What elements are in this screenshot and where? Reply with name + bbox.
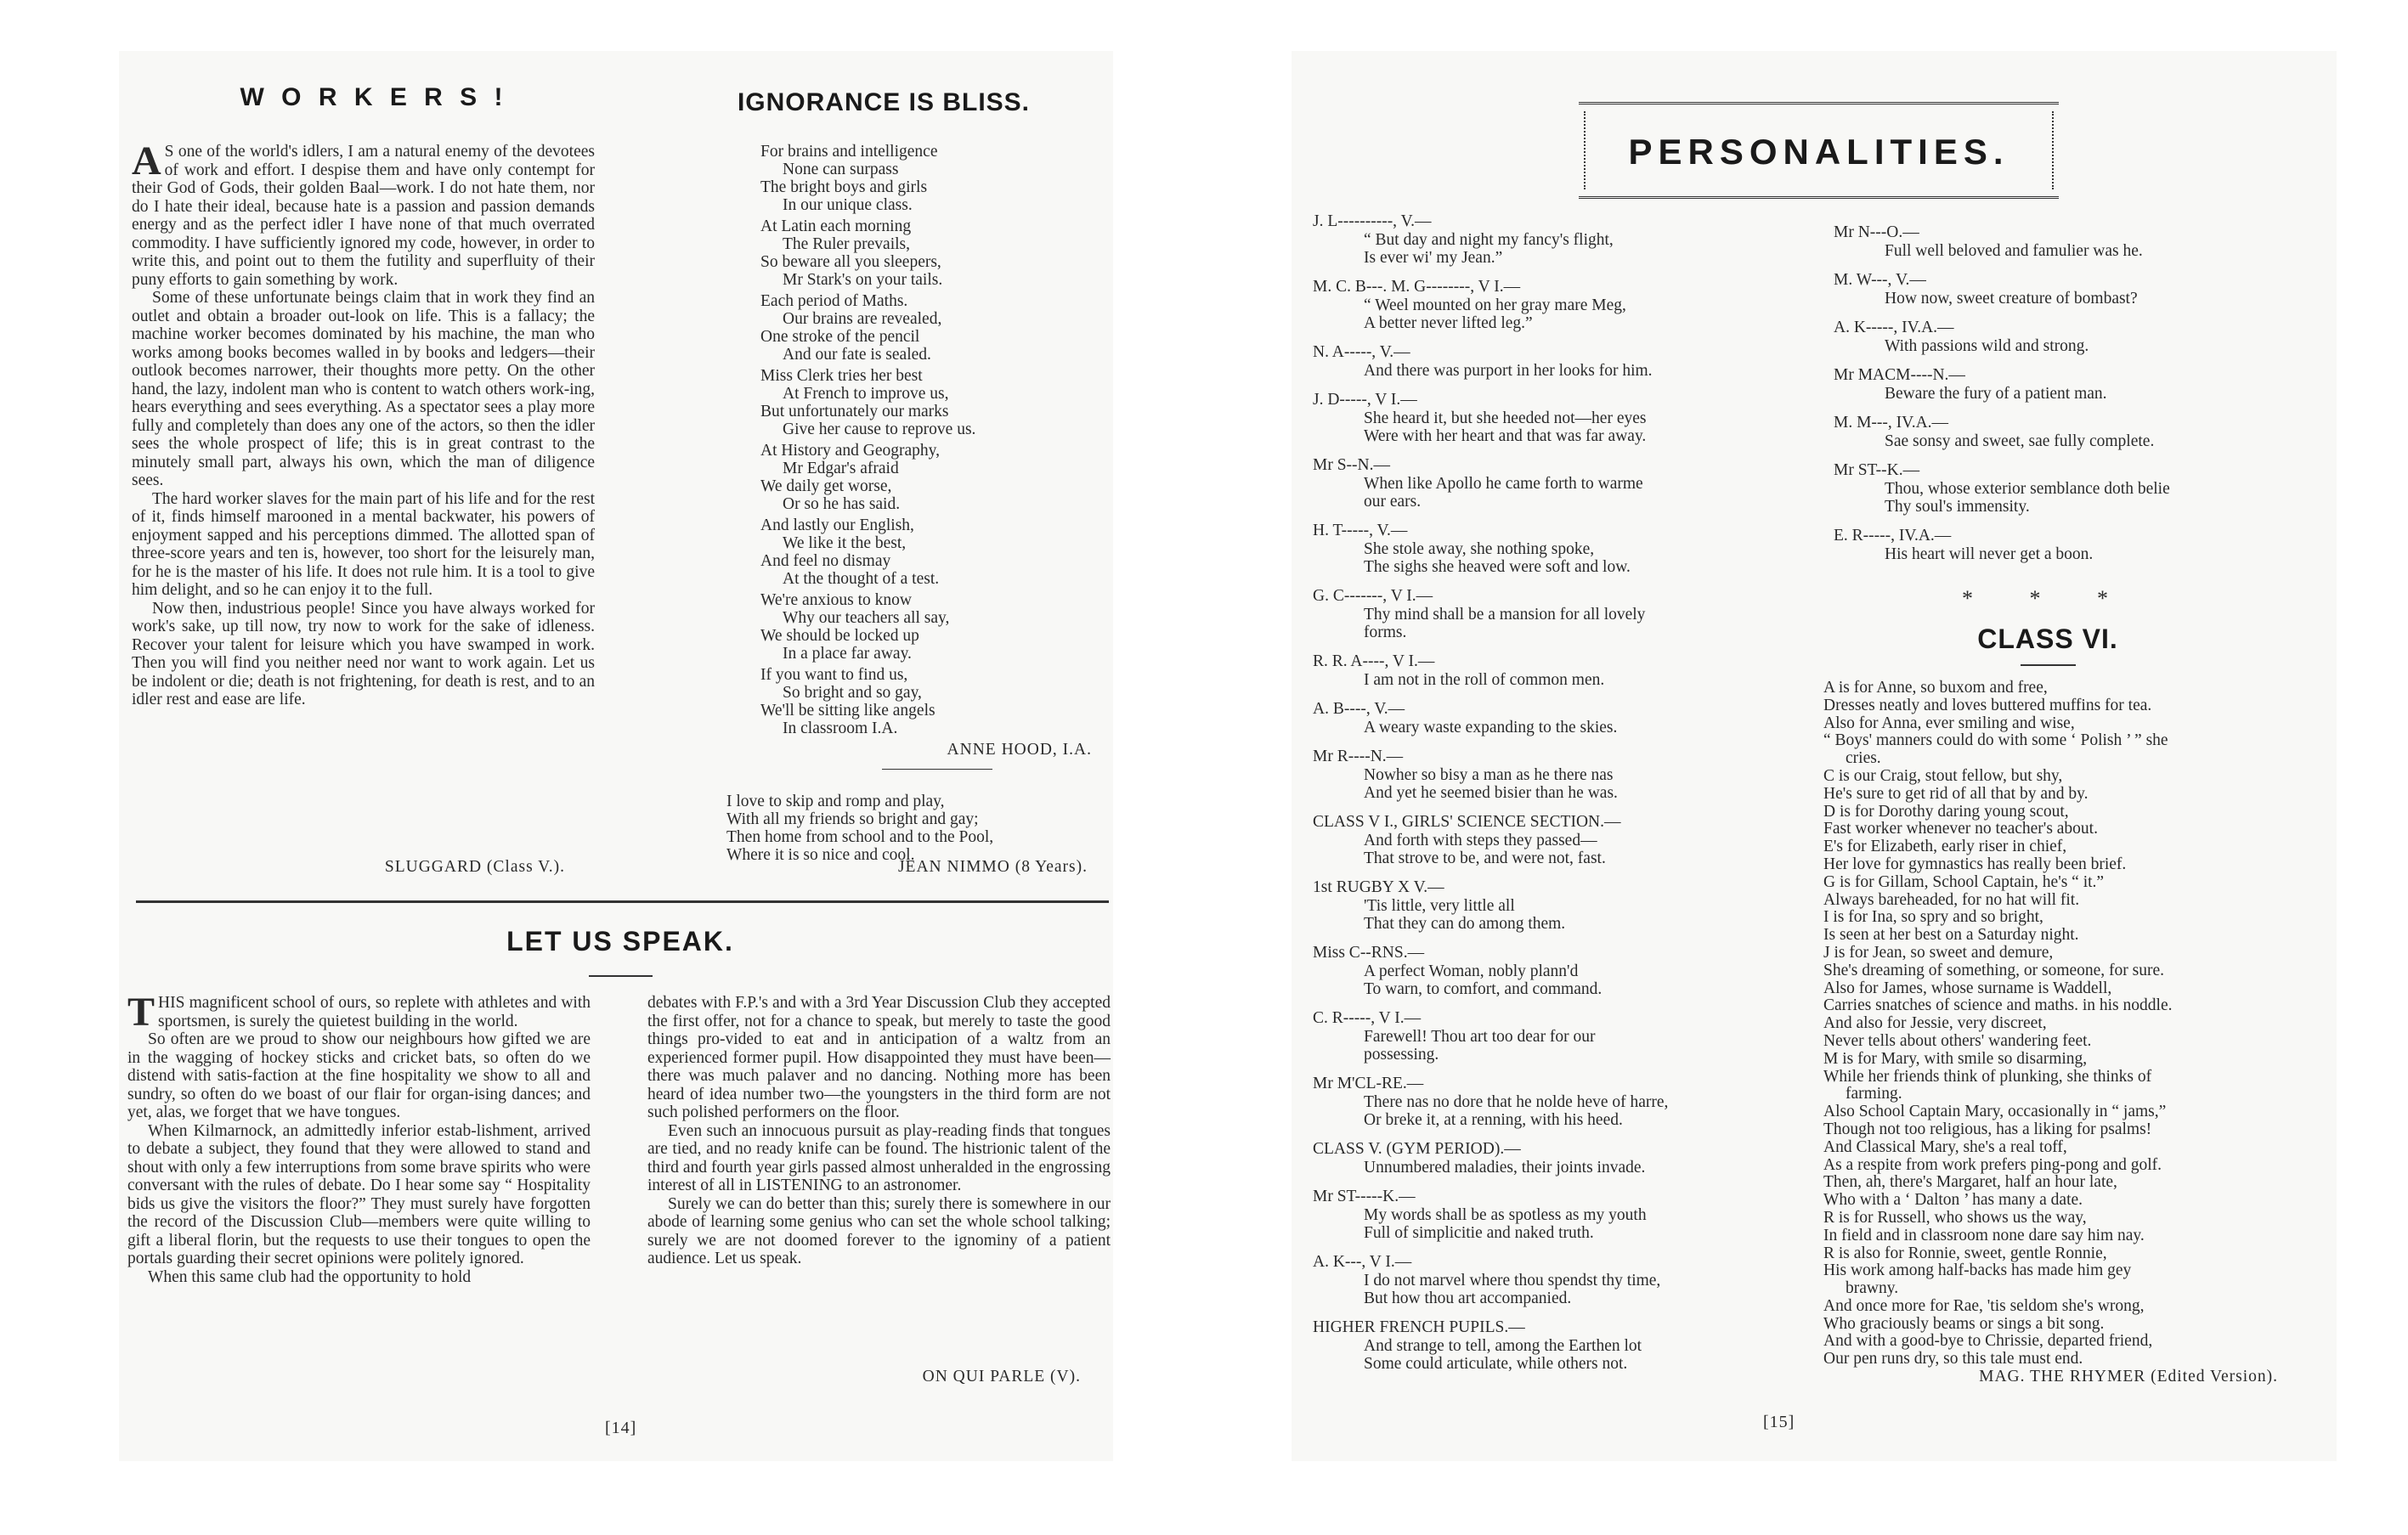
page-number-left: [14] bbox=[605, 1419, 637, 1437]
paragraph bbox=[127, 990, 591, 1035]
quote-line: Thy soul's immensity. bbox=[1885, 498, 2030, 516]
poem-line: We should be locked up bbox=[760, 627, 919, 645]
personality-name: Mr N---O.— bbox=[1834, 223, 1919, 241]
quote-line: forms. bbox=[1364, 624, 1407, 641]
poem-line: The Ruler prevails, bbox=[783, 235, 910, 253]
personality-name: N. A-----, V.— bbox=[1313, 343, 1410, 361]
personality-quote bbox=[1313, 296, 1793, 332]
poem-line: So beware all you sleepers, bbox=[760, 253, 941, 271]
paragraph: debates with F.P.'s and with a 3rd Year Discussion Club they accepted the first offer, not for a chance to speak, but merely to taste the good things pro-vided to eat and in anticipation of a waltz from an experienced former pupil. How disappointed they must have been—there was much palaver and no dancing. Nothing more has been heard of idea number two—the youngsters in the third form are not such polished performers on the floor. bbox=[647, 994, 1111, 1121]
personality-quote bbox=[1313, 1159, 1793, 1177]
stanza bbox=[760, 367, 1083, 438]
personality-quote bbox=[1834, 290, 2275, 308]
stanza bbox=[760, 666, 1083, 737]
class-vi-signature: MAG. THE RHYMER (Edited Version). bbox=[1979, 1368, 2278, 1385]
poem-line: J is for Jean, so sweet and demure, bbox=[1823, 943, 2054, 962]
personality-name: Mr ST--K.— bbox=[1834, 461, 1920, 479]
personality-entry bbox=[1313, 652, 1793, 689]
personality-quote bbox=[1313, 231, 1793, 267]
poem-line: R is also for Ronnie, sweet, gentle Ronnie, bbox=[1823, 1244, 2107, 1262]
personality-name: 1st RUGBY X V.— bbox=[1313, 878, 1444, 896]
personality-entry bbox=[1834, 319, 2275, 355]
quote-line: Nowher so bisy a man as he there nas bbox=[1364, 766, 1614, 784]
poem-line: Where it is so nice and cool. bbox=[726, 846, 915, 864]
personality-name: A. B----, V.— bbox=[1313, 700, 1405, 718]
class-vi-poem bbox=[1823, 680, 2299, 1369]
quote-line: Sae sonsy and sweet, sae fully complete. bbox=[1885, 432, 2155, 450]
speak-signature: ON QUI PARLE (V). bbox=[922, 1368, 1081, 1385]
poem-line: With all my friends so bright and gay; bbox=[726, 810, 979, 828]
poem-line: We like it the best, bbox=[783, 534, 907, 552]
quote-line: The sighs she heaved were soft and low. bbox=[1364, 558, 1631, 576]
personality-name: J. L----------, V.— bbox=[1313, 212, 1432, 230]
personality-entry bbox=[1834, 527, 2275, 563]
personality-quote bbox=[1313, 1206, 1793, 1242]
poem-line: At French to improve us, bbox=[783, 385, 949, 403]
personality-quote bbox=[1834, 337, 2275, 355]
quote-line: Full of simplicitie and naked truth. bbox=[1364, 1224, 1594, 1242]
quote-line: A better never lifted leg.” bbox=[1364, 314, 1533, 332]
quote-line: Full well beloved and famulier was he. bbox=[1885, 242, 2143, 260]
drop-cap: A bbox=[132, 138, 161, 183]
poem-line: Miss Clerk tries her best bbox=[760, 367, 923, 385]
section-divider bbox=[136, 900, 1109, 903]
poem-line: E's for Elizabeth, early riser in chief, bbox=[1823, 838, 2067, 856]
poem-line: And with a good-bye to Chrissie, departed friend, bbox=[1823, 1332, 2153, 1351]
poem-line: Dresses neatly and loves buttered muffins for tea. bbox=[1823, 696, 2152, 714]
quote-line: And there was purport in her looks for him. bbox=[1364, 362, 1653, 380]
stanza bbox=[760, 591, 1083, 663]
poem-line: But unfortunately our marks bbox=[760, 403, 949, 420]
personality-name: Mr M'CL-RE.— bbox=[1313, 1075, 1424, 1092]
personalities-column-2 bbox=[1834, 223, 2275, 574]
quote-line: Some could articulate, while others not. bbox=[1364, 1355, 1628, 1373]
personality-entry bbox=[1313, 1188, 1793, 1242]
poem-line: At History and Geography, bbox=[760, 442, 941, 460]
personality-entry bbox=[1313, 343, 1793, 380]
quote-line: And forth with steps they passed— bbox=[1364, 832, 1597, 849]
speak-title-rule bbox=[589, 975, 653, 977]
quote-line: That strove to be, and were not, fast. bbox=[1364, 849, 1606, 867]
poem-line: cries. bbox=[1846, 749, 1881, 768]
poem-line: He's sure to get rid of all that by and by. bbox=[1823, 784, 2089, 803]
poem-line: Also for Anna, ever smiling and wise, bbox=[1823, 714, 2075, 732]
poem-line: In classroom I.A. bbox=[783, 720, 898, 737]
personality-name: CLASS V I., GIRLS' SCIENCE SECTION.— bbox=[1313, 813, 1621, 831]
poem-line: And feel no dismay bbox=[760, 552, 891, 570]
class-vi-title-rule bbox=[2021, 664, 2076, 666]
personality-name: J. D-----, V I.— bbox=[1313, 391, 1417, 409]
quote-line: Thy mind shall be a mansion for all lovely bbox=[1364, 606, 1646, 624]
poem-line: Is seen at her best on a Saturday night. bbox=[1823, 926, 2079, 945]
stanza bbox=[760, 516, 1083, 588]
personality-quote bbox=[1834, 385, 2275, 403]
poem-line: We'll be sitting like angels bbox=[760, 702, 936, 720]
stanza bbox=[760, 292, 1083, 364]
personality-entry bbox=[1834, 223, 2275, 260]
poem-line: In a place far away. bbox=[783, 645, 912, 663]
poem-line: At Latin each morning bbox=[760, 217, 912, 235]
quote-line: Is ever wi' my Jean.” bbox=[1364, 249, 1503, 267]
workers-title: W O R K E R S ! bbox=[240, 83, 508, 111]
poem-line: One stroke of the pencil bbox=[760, 328, 920, 346]
quote-line: She stole away, she nothing spoke, bbox=[1364, 540, 1595, 558]
poem-line: She's dreaming of something, or someone, for sure. bbox=[1823, 961, 2165, 979]
paragraph bbox=[132, 138, 595, 289]
poem-line: Fast worker whenever no teacher's about. bbox=[1823, 820, 2098, 838]
speak-title: LET US SPEAK. bbox=[506, 926, 734, 957]
personality-entry bbox=[1313, 391, 1793, 445]
quote-line: A perfect Woman, nobly plann'd bbox=[1364, 962, 1579, 980]
poem-line: If you want to find us, bbox=[760, 666, 908, 684]
workers-signature: SLUGGARD (Class V.). bbox=[384, 858, 565, 876]
poem-line: Our pen runs dry, so this tale must end. bbox=[1823, 1350, 2083, 1369]
class-vi-title: CLASS VI. bbox=[1977, 624, 2118, 654]
quote-line: His heart will never get a boon. bbox=[1885, 545, 2094, 563]
personality-quote bbox=[1313, 897, 1793, 933]
stanza bbox=[760, 217, 1083, 289]
poem-line: In field and in classroom none dare say him nay. bbox=[1823, 1226, 2145, 1244]
quote-line: Or breke it, at a renning, with his heed. bbox=[1364, 1111, 1623, 1129]
poem-line: So bright and so gay, bbox=[783, 684, 922, 702]
personality-entry bbox=[1313, 700, 1793, 736]
poem-line: And once more for Rae, 'tis seldom she's wrong, bbox=[1823, 1296, 2145, 1315]
poem-line: Why our teachers all say, bbox=[783, 609, 950, 627]
poem-line: And Classical Mary, she's a real toff, bbox=[1823, 1137, 2067, 1156]
quote-line: But how thou art accompanied. bbox=[1364, 1290, 1572, 1307]
personality-name: E. R-----, IV.A.— bbox=[1834, 527, 1952, 545]
personality-name: Mr MACM----N.— bbox=[1834, 366, 1965, 384]
drop-cap: T bbox=[127, 990, 155, 1035]
poem-line: farming. bbox=[1846, 1085, 1902, 1103]
poem-line: Always bareheaded, for no hat will fit. bbox=[1823, 890, 2080, 909]
speak-column-2 bbox=[647, 994, 1111, 1268]
quote-line: Were with her heart and that was far away. bbox=[1364, 427, 1647, 445]
personality-quote bbox=[1313, 1272, 1793, 1307]
paragraph: When this same club had the opportunity to hold bbox=[148, 1267, 472, 1286]
personality-entry bbox=[1313, 1253, 1793, 1307]
poem-line: Carries snatches of science and maths. in his noddle. bbox=[1823, 996, 2173, 1015]
personality-entry bbox=[1313, 456, 1793, 511]
poem-line: None can surpass bbox=[783, 161, 899, 178]
quote-line: A weary waste expanding to the skies. bbox=[1364, 719, 1618, 736]
personality-name: A. K-----, IV.A.— bbox=[1834, 319, 1954, 336]
stanza bbox=[760, 442, 1083, 513]
personality-name: R. R. A----, V I.— bbox=[1313, 652, 1435, 670]
workers-article bbox=[132, 138, 595, 709]
poem-line: I is for Ina, so spry and so bright, bbox=[1823, 908, 2043, 927]
personality-entry bbox=[1313, 748, 1793, 802]
speak-column-1 bbox=[127, 990, 591, 1286]
poem-line: At the thought of a test. bbox=[783, 570, 940, 588]
personality-quote bbox=[1313, 832, 1793, 867]
quote-line: Thou, whose exterior semblance doth belie bbox=[1885, 480, 2170, 498]
personality-entry bbox=[1313, 813, 1793, 867]
quote-line: And yet he seemed bisier than he was. bbox=[1364, 784, 1618, 802]
personality-entry bbox=[1313, 1009, 1793, 1064]
poem-line: Never tells about others' wandering feet. bbox=[1823, 1031, 2092, 1050]
quote-line: our ears. bbox=[1364, 493, 1422, 511]
poem-line: Each period of Maths. bbox=[760, 292, 908, 310]
quote-line: Beware the fury of a patient man. bbox=[1885, 385, 2107, 403]
poem-line: Who with a ‘ Dalton ’ has many a date. bbox=[1823, 1191, 2083, 1210]
personality-quote bbox=[1313, 1028, 1793, 1064]
paragraph: So often are we proud to show our neighbours how gifted we are in the wagging of hockey sticks and cricket bats, so often do we distend with satis-faction at the fine hospitality we show to all and sundry, so often do we boast of our flair for organ-ising dances; and yet, alas, we forget that we have tongues. bbox=[127, 1030, 591, 1121]
personality-quote bbox=[1313, 1337, 1793, 1373]
quote-line: “ But day and night my fancy's flight, bbox=[1364, 231, 1614, 249]
poem-line: As a respite from work prefers ping-pong and golf. bbox=[1823, 1155, 2162, 1174]
ignorance-poem bbox=[760, 143, 1083, 741]
quote-line: possessing. bbox=[1364, 1046, 1439, 1064]
personality-quote bbox=[1834, 432, 2275, 450]
personality-entry bbox=[1313, 278, 1793, 332]
skip-poem bbox=[726, 793, 1083, 864]
quote-line: She heard it, but she heeded not—her eyes bbox=[1364, 409, 1647, 427]
poem-line: Or so he has said. bbox=[783, 495, 901, 513]
paragraph: Some of these unfortunate beings claim that in work they find an outlet and obtain a broader out-look on life. This is a fallacy; the machine worker becomes dominated by his machine, the man who works among books becomes walled in by books and ledgers—their outlook becomes narrower, their thoughts more petty. On the other hand, the lazy, indolent man who is content to watch others work-ing, hears everything and sees everything. As a spectator sees a play more fully and completely than does any one of the actors, so then the idler sees the whole prospect of life; this is in great contrast to the minutely small part, always his own, which the man of diligence sees. bbox=[132, 289, 595, 489]
poem-line: “ Boys' manners could do with some ‘ Polish ’ ” she bbox=[1823, 731, 2168, 750]
poem-line: While her friends think of plunking, she thinks of bbox=[1823, 1067, 2152, 1086]
paragraph-text: HIS magnificent school of ours, so replete with athletes and with sportsmen, is surely the quietest building in the world. bbox=[158, 994, 591, 1030]
paragraph: Surely we can do better than this; surely there is somewhere in our abode of learning some genius who can set the whole school talking; surely we are not doomed forever to the ignominy of a patient audience. Let us speak. bbox=[647, 1194, 1111, 1267]
personality-entry bbox=[1313, 1075, 1793, 1129]
poem-line: His work among half-backs has made him gey bbox=[1823, 1261, 2132, 1280]
personalities-column-1 bbox=[1313, 212, 1793, 1384]
personality-entry bbox=[1313, 587, 1793, 641]
personality-entry bbox=[1834, 271, 2275, 308]
personality-name: HIGHER FRENCH PUPILS.— bbox=[1313, 1318, 1525, 1336]
poem-line: Her love for gymnastics has really been brief. bbox=[1823, 855, 2127, 873]
personality-name: Mr R----N.— bbox=[1313, 748, 1404, 765]
personality-quote bbox=[1313, 362, 1793, 380]
page-number-right: [15] bbox=[1763, 1413, 1795, 1431]
poem-line: R is for Russell, who shows us the way, bbox=[1823, 1208, 2087, 1227]
quote-line: That they can do among them. bbox=[1364, 915, 1566, 933]
personality-name: M. M---, IV.A.— bbox=[1834, 414, 1949, 432]
stanza bbox=[760, 143, 1083, 214]
ignorance-signature: ANNE HOOD, I.A. bbox=[947, 741, 1092, 759]
personality-entry bbox=[1313, 212, 1793, 267]
personality-entry bbox=[1834, 366, 2275, 403]
personality-name: M. C. B---. M. G--------, V I.— bbox=[1313, 278, 1521, 296]
personality-name: M. W---, V.— bbox=[1834, 271, 1926, 289]
personality-entry bbox=[1834, 461, 2275, 516]
poem-line: For brains and intelligence bbox=[760, 143, 938, 161]
poem-line: D is for Dorothy daring young scout, bbox=[1823, 802, 2069, 821]
personality-name: G. C-------, V I.— bbox=[1313, 587, 1433, 605]
poem-line: Give her cause to reprove us. bbox=[783, 420, 976, 438]
poem-line: We daily get worse, bbox=[760, 477, 892, 495]
quote-line: When like Apollo he came forth to warme bbox=[1364, 475, 1643, 493]
poem-line: And our fate is sealed. bbox=[783, 346, 931, 364]
quote-line: To warn, to comfort, and command. bbox=[1364, 980, 1603, 998]
quote-line: And strange to tell, among the Earthen lot bbox=[1364, 1337, 1642, 1355]
quote-line: Unnumbered maladies, their joints invade. bbox=[1364, 1159, 1646, 1177]
personality-name: Miss C--RNS.— bbox=[1313, 944, 1425, 962]
personality-quote bbox=[1313, 540, 1793, 576]
quote-line: How now, sweet creature of bombast? bbox=[1885, 290, 2138, 308]
poem-line: Mr Edgar's afraid bbox=[783, 460, 899, 477]
paragraph-text: S one of the world's idlers, I am a natural enemy of the devotees of work and effort. I despise them and have only contempt for their God of Gods, their golden Baal—work. I do not hate them, nor do I hate their ideal, because hate is a passion and passion demands energy and as the perfect idler I have none of that much overrated commodity. I have sufficiently ignored my code, however, in order to write this, and point out to them the futility and superfluity of their puny efforts to gain something by work. bbox=[132, 143, 595, 289]
personality-quote bbox=[1313, 766, 1793, 802]
paragraph: Now then, industrious people! Since you have always worked for work's sake, up till now, try now to work for the sake of idleness. Recover your talent for leisure which you have swamped in work. Then you will find you neither need nor want to work again. Let us be indolent or die; death is not frightening, for death is rest, and to an idler rest and ease are life. bbox=[132, 599, 595, 708]
poem-line: We're anxious to know bbox=[760, 591, 912, 609]
personality-quote bbox=[1834, 545, 2275, 563]
poem-line: C is our Craig, stout fellow, but shy, bbox=[1823, 766, 2063, 785]
poem-divider bbox=[882, 769, 992, 770]
quote-line: With passions wild and strong. bbox=[1885, 337, 2089, 355]
poem-line: Who graciously beams or sings a bit song. bbox=[1823, 1314, 2105, 1333]
paragraph: Even such an innocuous pursuit as play-reading finds that tongues are tied, and no ready knife can be found. The histrionic talent of the third and fourth year girls passed almost unheralded in the engrossing interest of all in LISTENING to an astronomer. bbox=[647, 1121, 1111, 1194]
quote-line: My words shall be as spotless as my youth bbox=[1364, 1206, 1647, 1224]
personality-entry bbox=[1834, 414, 2275, 450]
personality-name: C. R-----, V I.— bbox=[1313, 1009, 1422, 1027]
poem-line: The bright boys and girls bbox=[760, 178, 928, 196]
section-stars: * * * bbox=[1962, 586, 2134, 611]
personality-quote bbox=[1313, 409, 1793, 445]
personality-quote bbox=[1834, 242, 2275, 260]
paragraph: When Kilmarnock, an admittedly inferior estab-lishment, arrived to debate a subject, they found that they were allowed to stand and shout with only a few interruptions from some brave spirits who were conversant with the rules of debate. Do I hear some say “ Hospitality bids us give the visitors the floor?” They must surely have forgotten the record of the Discussion Club—members were quite willing to gift a liberal florin, but the requests to use their tongues to open the portals guarding their secret opinions were politely ignored. bbox=[127, 1121, 591, 1267]
paragraph: The hard worker slaves for the main part of his life and for the rest of it, finds himself marooned in a mental backwater, his powers of enjoyment sapped and his perceptions dimmed. The allotted span of three-score years and ten is, however, too short for the leisurely man, for he is the master of his life. It does not rule him. It is a tool to give him delight, and so he can enjoy it to the full. bbox=[132, 489, 595, 599]
poem-line: Also for James, whose surname is Waddell, bbox=[1823, 979, 2112, 997]
poem-line: brawny. bbox=[1846, 1279, 1899, 1298]
personality-name: Mr S--N.— bbox=[1313, 456, 1390, 474]
poem-line: Then, ah, there's Margaret, half an hour late, bbox=[1823, 1173, 2117, 1192]
personality-quote bbox=[1313, 962, 1793, 998]
personality-name: A. K---, V I.— bbox=[1313, 1253, 1412, 1271]
ignorance-title: IGNORANCE IS BLISS. bbox=[737, 88, 1031, 116]
personality-quote bbox=[1313, 1093, 1793, 1129]
poem-line: Our brains are revealed, bbox=[783, 310, 942, 328]
quote-line: There nas no dore that he nolde heve of harre, bbox=[1364, 1093, 1669, 1111]
personality-name: CLASS V. (GYM PERIOD).— bbox=[1313, 1140, 1521, 1158]
personality-entry bbox=[1313, 1318, 1793, 1373]
poem-line: G is for Gillam, School Captain, he's “ it.” bbox=[1823, 872, 2105, 891]
personality-quote bbox=[1313, 606, 1793, 641]
personality-quote bbox=[1313, 475, 1793, 511]
quote-line: 'Tis little, very little all bbox=[1364, 897, 1515, 915]
poem-line: A is for Anne, so buxom and free, bbox=[1823, 679, 2048, 697]
personality-quote bbox=[1313, 719, 1793, 736]
personality-entry bbox=[1313, 522, 1793, 576]
personality-entry bbox=[1313, 878, 1793, 933]
quote-line: “ Weel mounted on her gray mare Meg, bbox=[1364, 296, 1626, 314]
quote-line: Farewell! Thou art too dear for our bbox=[1364, 1028, 1596, 1046]
poem-line: In our unique class. bbox=[783, 196, 913, 214]
personality-name: H. T-----, V.— bbox=[1313, 522, 1408, 539]
personalities-banner bbox=[1579, 102, 2059, 199]
personality-entry bbox=[1313, 1140, 1793, 1177]
skip-signature: JEAN NIMMO (8 Years). bbox=[897, 858, 1088, 876]
personality-quote bbox=[1834, 480, 2275, 516]
poem-line: Mr Stark's on your tails. bbox=[783, 271, 943, 289]
personality-quote bbox=[1313, 671, 1793, 689]
poem-line: And also for Jessie, very discreet, bbox=[1823, 1014, 2047, 1033]
poem-line: Though not too religious, has a liking for psalms! bbox=[1823, 1120, 2152, 1138]
quote-line: I do not marvel where thou spendst thy time, bbox=[1364, 1272, 1661, 1290]
poem-line: I love to skip and romp and play, bbox=[726, 793, 945, 810]
personality-entry bbox=[1313, 944, 1793, 998]
personality-name: Mr ST-----K.— bbox=[1313, 1188, 1416, 1205]
poem-line: Then home from school and to the Pool, bbox=[726, 828, 994, 846]
poem-line: Also School Captain Mary, occasionally in “ jams,” bbox=[1823, 1103, 2167, 1121]
quote-line: I am not in the roll of common men. bbox=[1364, 671, 1605, 689]
poem-line: And lastly our English, bbox=[760, 516, 914, 534]
personalities-title: PERSONALITIES. bbox=[1628, 132, 2009, 172]
poem-line: M is for Mary, with smile so disarming, bbox=[1823, 1049, 2088, 1068]
